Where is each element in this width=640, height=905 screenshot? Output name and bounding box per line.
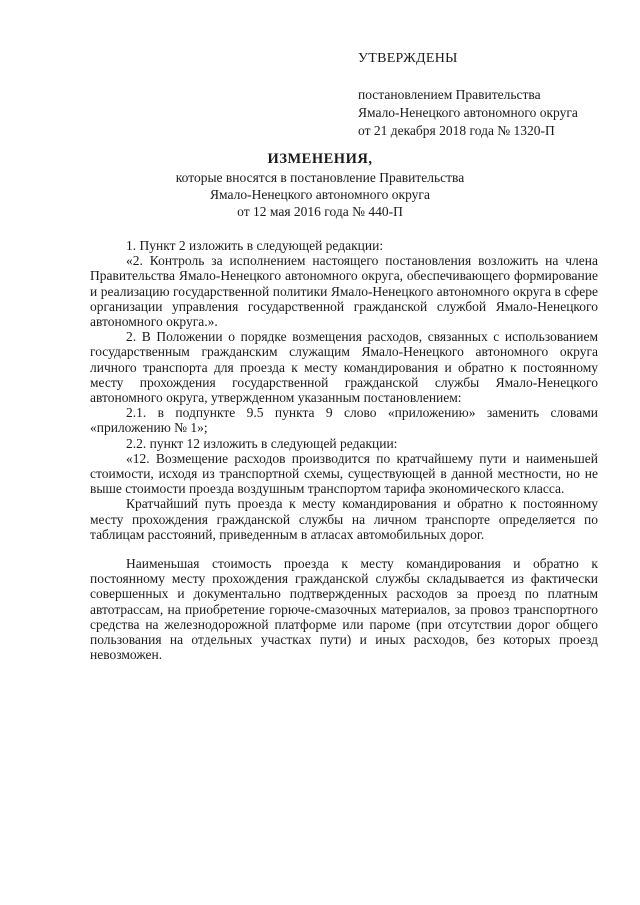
document-body: [90, 238, 598, 662]
paragraph-lowest-cost: Наименьшая стоимость проезда к месту командирования и обратно к постоянному месту прохождения гражданской службы складывается из фактически совершенных и документально подтвержденных расходов за проезд по платным автотрассам, на приобретение горюче-смазочных материалов, за провоз транспортного средства на железнодорожной платформе или пароме (при отсутствии дорог общего пользования на отдельных участках пути) и иных расходов, без которых проезд невозможен.: [90, 556, 598, 663]
paragraph-clause-12: «12. Возмещение расходов производится по кратчайшему пути и наименьшей стоимости, исходя из транспортной схемы, существующей в данной местности, но не выше стоимости проезда воздушным транспортом тарифа экономического класса.: [90, 450, 598, 497]
paragraph-item-1-text: «2. Контроль за исполнением настоящего постановления возложить на члена Правительства Ямало-Ненецкого автономного округа, обеспечивающего формирование и реализацию государственной политики Ямало-Ненецкого автономного округа в сфере организации управления государственной гражданской службой Ямало-Ненецкого автономного округа.».: [90, 253, 598, 330]
document-subtitle-line-1: которые вносятся в постановление Правительства: [175, 170, 465, 185]
paragraph-item-2-2: 2.2. пункт 12 изложить в следующей редакции:: [126, 435, 398, 451]
paragraph-item-1: 1. Пункт 2 изложить в следующей редакции:: [126, 238, 384, 253]
document-subtitle-line-2: Ямало-Ненецкого автономного округа: [210, 187, 430, 202]
approval-line-region: Ямало-Ненецкого автономного округа: [358, 105, 578, 120]
approval-line-date: от 21 декабря 2018 года № 1320-П: [358, 123, 555, 138]
document-title: ИЗМЕНЕНИЯ,: [267, 151, 373, 167]
document-title-block: [90, 151, 550, 220]
approval-heading: УТВЕРЖДЕНЫ: [358, 51, 458, 66]
document-subtitle-line-3: от 12 мая 2016 года № 440-П: [237, 204, 403, 219]
paragraph-item-2: 2. В Положении о порядке возмещения расходов, связанных с использованием государственным гражданским служащим Ямало-Ненецкого автономного округа личного транспорта для проезда к месту командирования и обратно к постоянному месту прохождения государственной гражданской службы Ямало-Ненецкого автономного округа, утвержденном указанным постановлением:: [90, 329, 598, 406]
approval-block: [358, 50, 618, 140]
paragraph-shortest-route: Кратчайший путь проезда к месту командирования и обратно к постоянному месту прохождения гражданской службы на личном транспорте определяется по таблицам расстояний, приведенным в атласах автомобильных дорог.: [90, 496, 598, 542]
paragraph-item-2-1: 2.1. в подпункте 9.5 пункта 9 слово «приложению» заменить словами «приложению № 1»;: [90, 405, 598, 436]
approval-line-resolution: постановлением Правительства: [358, 87, 541, 102]
